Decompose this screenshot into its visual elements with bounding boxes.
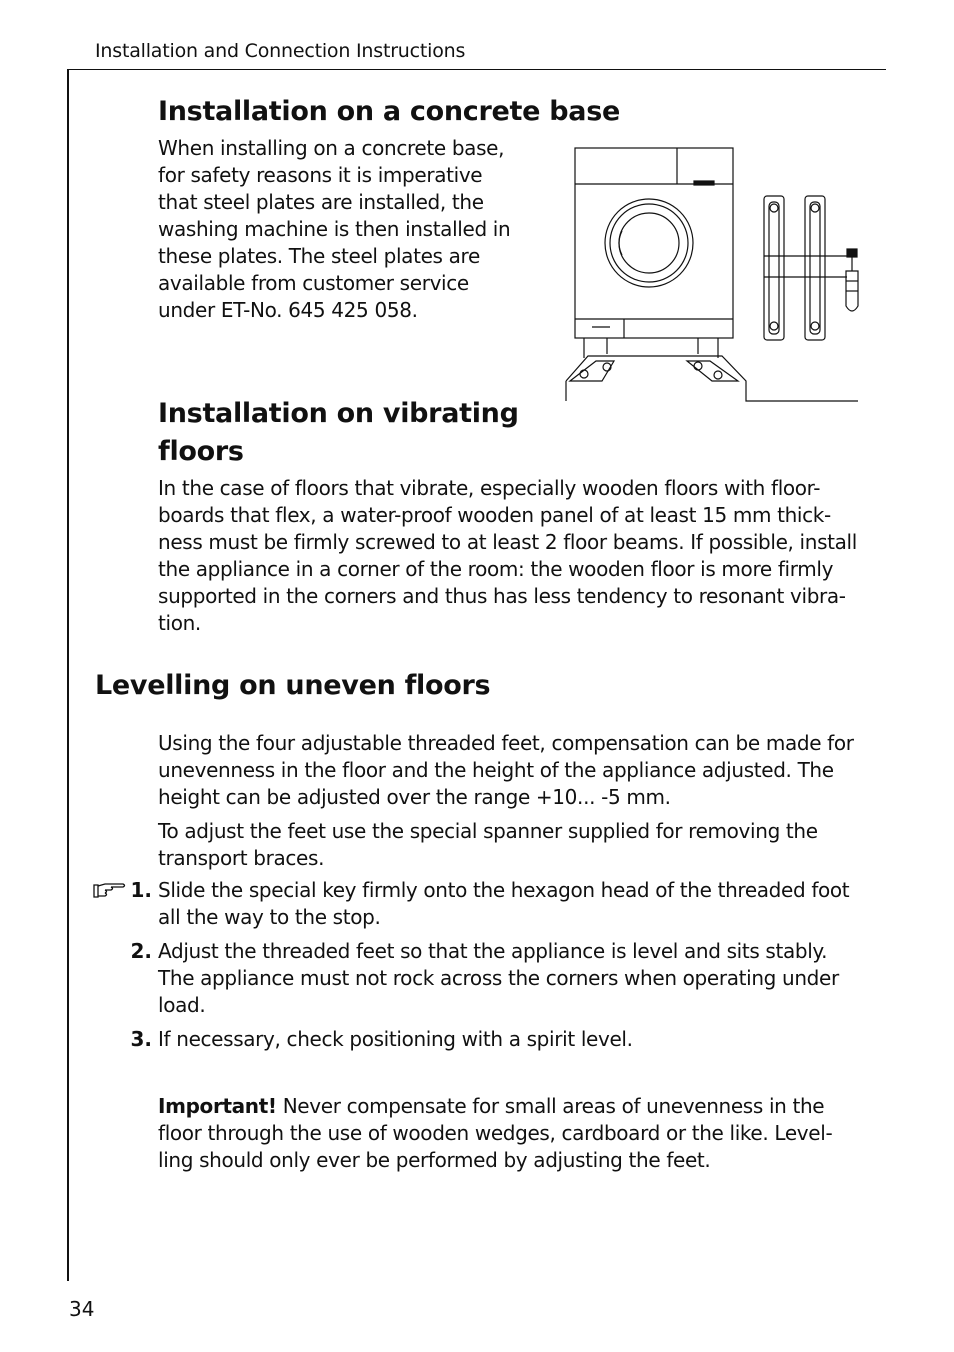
text-line [158,1093,832,1120]
text-line: ling should only ever be performed by adjusting the feet. [158,1148,711,1172]
text-line: washing machine is then installed in [158,217,511,241]
text-line: the appliance in a corner of the room: the wooden floor is more firmly [158,557,834,581]
important-label: Important! [158,1094,277,1118]
text-line: The appliance must not rock across the corners when operating under [158,966,839,990]
text-line: unevenness in the floor and the height of the appliance adjusted. The [158,758,834,782]
text-line: that steel plates are installed, the [158,190,484,214]
text-line: Adjust the threaded feet so that the appliance is level and sits stably. [158,939,828,963]
step-number: 3. [130,1027,152,1051]
text-line: If necessary, check positioning with a spirit level. [158,1027,633,1051]
text-line: these plates. The steel plates are [158,244,480,268]
heading-line: Installation on vibrating [158,398,519,429]
text-line: under ET-No. 645 425 058. [158,298,418,322]
heading-levelling: Levelling on uneven floors [95,670,491,701]
text-line: all the way to the stop. [158,905,381,929]
steel-plate-detail [764,196,784,340]
step-number: 1. [130,878,152,902]
text-line: transport braces. [158,846,325,870]
text-line: for safety reasons it is imperative [158,163,483,187]
paragraph-spanner [158,818,818,872]
text-line: ness must be firmly screwed to at least 2 floor beams. If possible, install [158,530,857,554]
washing-machine-steel-plates-illustration [562,136,862,406]
step-text [158,938,839,1019]
text-line: boards that flex, a water-proof wooden panel of at least 15 mm thick- [158,503,831,527]
screw-anchor-icon [846,249,858,311]
text-line: height can be adjusted over the range +10... -5 mm. [158,785,671,809]
heading-concrete-base: Installation on a concrete base [158,96,620,127]
paragraph-concrete-base [158,135,510,324]
text-line: When installing on a concrete base, [158,136,505,160]
running-header: Installation and Connection Instructions [95,40,466,62]
step-text [158,1026,633,1053]
paragraph-vibrating-floors [158,475,857,637]
text-line: To adjust the feet use the special spanner supplied for removing the [158,819,818,843]
text-line: Using the four adjustable threaded feet, compensation can be made for [158,731,854,755]
heading-line: floors [158,436,244,467]
text-line: In the case of floors that vibrate, especially wooden floors with floor- [158,476,821,500]
margin-rule [67,69,69,1281]
text-line: tion. [158,611,201,635]
step-number: 2. [130,939,152,963]
header-rule [68,69,886,70]
pointing-hand-icon [93,879,127,901]
text-line: floor through the use of wooden wedges, cardboard or the like. Level- [158,1121,833,1145]
text-line: supported in the corners and thus has less tendency to resonant vibra- [158,584,846,608]
page-number: 34 [69,1297,95,1321]
machine-door [605,199,693,287]
heading-vibrating-floors [158,395,519,471]
steel-plate-detail [805,196,825,340]
step-text [158,877,849,931]
machine-body [575,148,733,338]
text-fragment: Never compensate for small areas of unevenness in the [276,1094,825,1118]
paragraph-levelling-intro [158,730,854,811]
text-line: available from customer service [158,271,469,295]
important-note [158,1093,832,1174]
text-line: Slide the special key firmly onto the hexagon head of the threaded foot [158,878,850,902]
text-line: load. [158,993,206,1017]
